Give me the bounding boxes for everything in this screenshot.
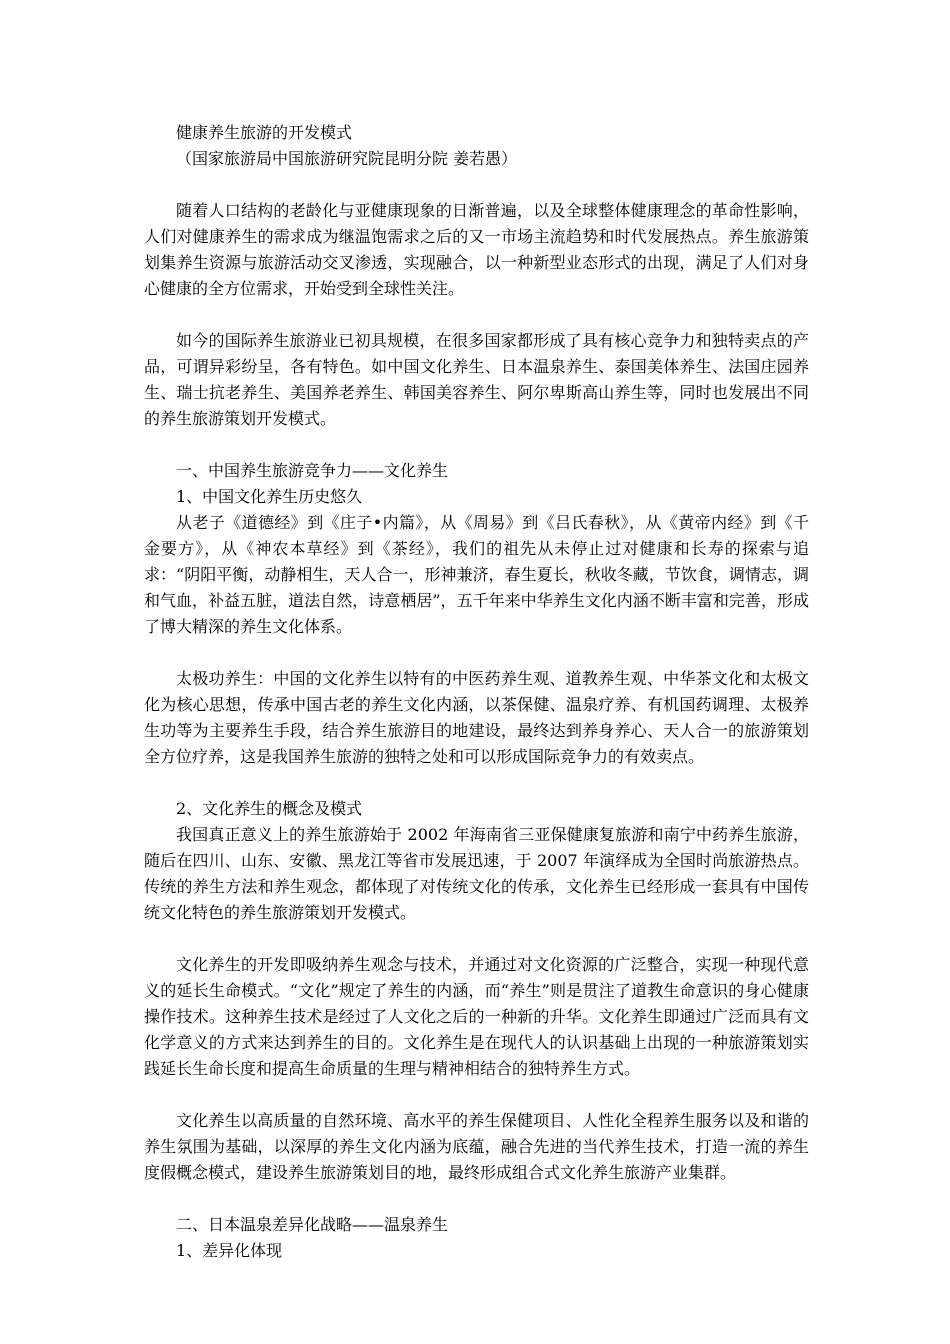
section-2-heading: 二、日本温泉差异化战略——温泉养生: [176, 1215, 449, 1234]
document-subtitle: （国家旅游局中国旅游研究院昆明分院 姜若愚）: [176, 149, 518, 168]
spacer: [144, 432, 809, 458]
section-1-sub-2-heading: 2、文化养生的概念及模式: [176, 799, 363, 818]
spacer: [144, 302, 809, 328]
taiji-paragraph: 太极功养生：中国的文化养生以特有的中医药养生观、道教养生观、中华茶文化和太极文化为核心思想，传承中国古老的养生文化内涵，以茶保健、温泉疗养、有机国药调理、太极养生功等为主要养生手段，结合养生旅游目的地建设，最终达到养身养心、天人合一的旅游策划全方位疗养，这是我国养生旅游的独特之处和可以形成国际竞争力的有效卖点。: [144, 669, 809, 766]
spacer: [144, 1186, 809, 1212]
spacer: [144, 926, 809, 952]
spacer: [144, 770, 809, 796]
spacer: [144, 1082, 809, 1108]
spacer: [144, 640, 809, 666]
foundation-paragraph: 文化养生以高质量的自然环境、高水平的养生保健项目、人性化全程养生服务以及和谐的养生氛围为基础，以深厚的养生文化内涵为底蕴，融合先进的当代养生技术，打造一流的养生度假概念模式，建设养生旅游策划目的地，最终形成组合式文化养生旅游产业集群。: [144, 1111, 809, 1182]
section-1-sub-2-paragraph: 我国真正意义上的养生旅游始于 2002 年海南省三亚保健康复旅游和南宁中药养生旅游，随后在四川、山东、安徽、黑龙江等省市发展迅速，于 2007 年演绎成为全国时尚旅游热点。传统的养生方法和养生观念，都体现了对传统文化的传承，文化养生已经形成一套具有中国传统文化特色的养生旅游策划开发模式。: [144, 825, 809, 922]
intro-paragraph-2: 如今的国际养生旅游业已初具规模，在很多国家都形成了具有核心竞争力和独特卖点的产品，可谓异彩纷呈，各有特色。如中国文化养生、日本温泉养生、泰国美体养生、法国庄园养生、瑞士抗老养生、美国养老养生、韩国美容养生、阿尔卑斯高山养生等，同时也发展出不同的养生旅游策划开发模式。: [144, 331, 809, 428]
section-2-sub-1-heading: 1、差异化体现: [176, 1241, 283, 1260]
document-title: 健康养生旅游的开发模式: [176, 123, 353, 142]
section-1-heading: 一、中国养生旅游竞争力——文化养生: [176, 461, 449, 480]
section-1-sub-1-heading: 1、中国文化养生历史悠久: [176, 487, 363, 506]
intro-paragraph-1: 随着人口结构的老龄化与亚健康现象的日渐普遍，以及全球整体健康理念的革命性影响，人们对健康养生的需求成为继温饱需求之后的又一市场主流趋势和时代发展热点。养生旅游策划集养生资源与旅游活动交叉渗透，实现融合，以一种新型业态形式的出现，满足了人们对身心健康的全方位需求，开始受到全球性关注。: [144, 201, 809, 298]
spacer: [144, 172, 809, 198]
development-paragraph: 文化养生的开发即吸纳养生观念与技术，并通过对文化资源的广泛整合，实现一种现代意义的延长生命模式。“文化”规定了养生的内涵，而“养生”则是贯注了道教生命意识的身心健康操作技术。这种养生技术是经过了人文化之后的一种新的升华。文化养生即通过广泛而具有文化学意义的方式来达到养生的目的。文化养生是在现代人的认识基础上出现的一种旅游策划实践延长生命长度和提高生命质量的生理与精神相结合的独特养生方式。: [144, 955, 809, 1078]
section-1-sub-1-paragraph: 从老子《道德经》到《庄子•内篇》，从《周易》到《吕氏春秋》，从《黄帝内经》到《千金要方》，从《神农本草经》到《茶经》，我们的祖先从未停止过对健康和长寿的探索与追求：“阴阳平衡，动静相生，天人合一，形神兼济，春生夏长，秋收冬藏，节饮食，调情志，调和气血，补益五脏，道法自然，诗意栖居”，五千年来中华养生文化内涵不断丰富和完善，形成了博大精深的养生文化体系。: [144, 513, 809, 636]
document-page: [144, 120, 809, 1264]
